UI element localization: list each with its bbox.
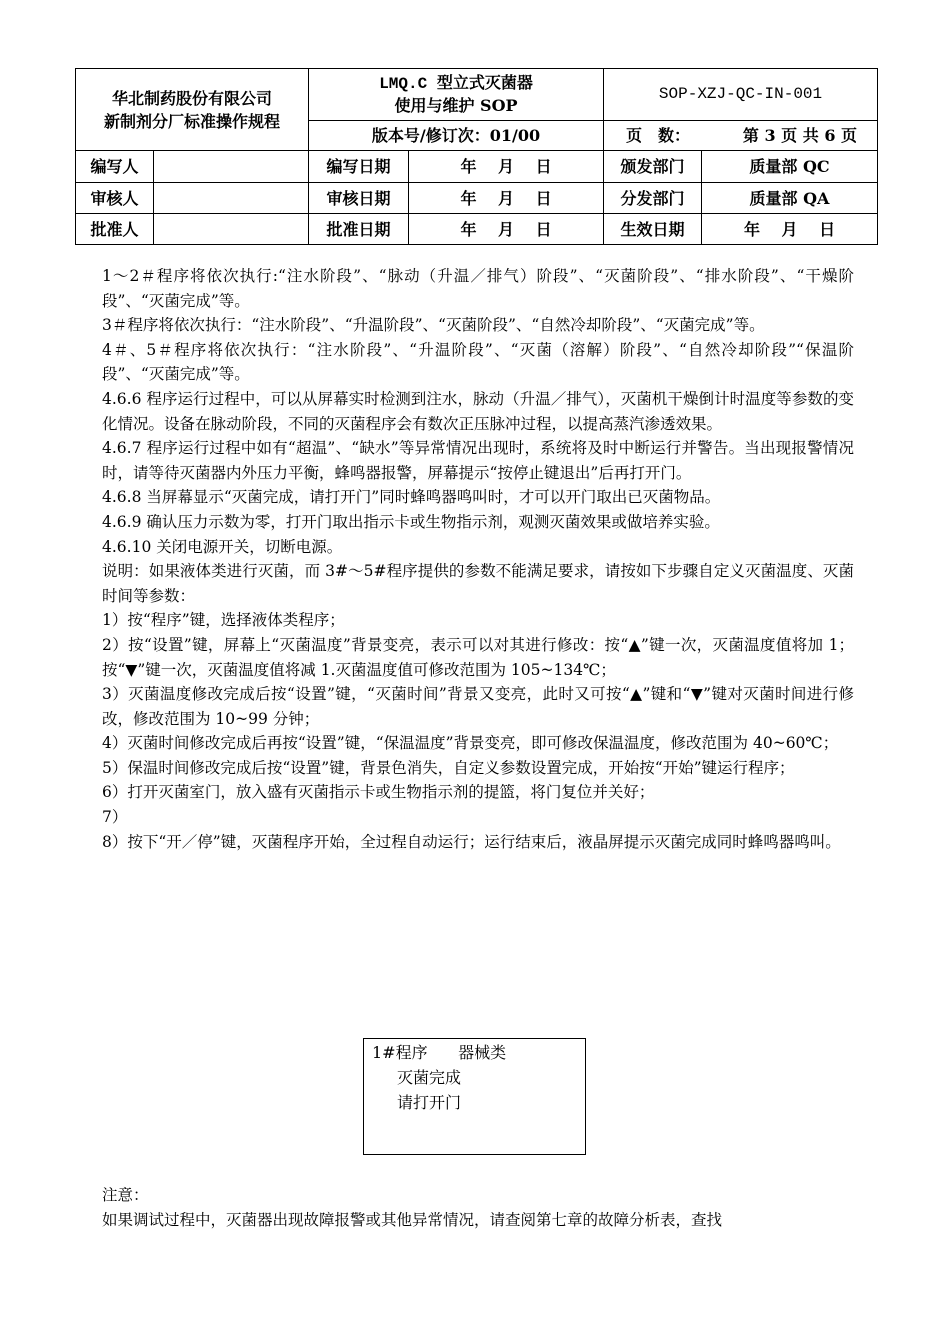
header-row-author — [76, 151, 878, 183]
document-title-line-1: LMQ.C 型立式灭菌器 — [379, 74, 533, 93]
paragraph: 5）保温时间修改完成后按“设置”键，背景色消失，自定义参数设置完成，开始按“开始”键运行程序； — [102, 758, 795, 777]
screen-line-2: 灭菌完成 — [397, 1068, 462, 1087]
company-line-1: 华北制药股份有限公司 — [112, 88, 273, 108]
paragraph: 1～2＃程序将依次执行:“注水阶段”、“脉动（升温／排气）阶段”、“灭菌阶段”、“排水阶段”、“干燥阶段”、“灭菌完成”等。 — [102, 267, 854, 310]
paragraph: 4.6.10 关闭电源开关，切断电源。 — [102, 537, 343, 556]
version-label: 版本号/修订次：01/00 — [309, 121, 604, 151]
dept-label: 生效日期 — [604, 214, 702, 245]
paragraph: 4.6.6 程序运行过程中，可以从屏幕实时检测到注水，脉动（升温／排气），灭菌机干燥倒计时温度等参数的变化情况。设备在脉动阶段，不同的灭菌程序会有数次正压脉冲过程，以提高蒸汽渗透效果。 — [102, 389, 854, 433]
date-label: 审核日期 — [309, 183, 409, 214]
screen-category: 器械类 — [458, 1043, 507, 1062]
paragraph: 4.6.8 当屏幕显示“灭菌完成，请打开门”同时蜂鸣器鸣叫时，才可以开门取出已灭菌物品。 — [102, 488, 721, 507]
paragraph: 7） — [102, 808, 128, 827]
body-text — [102, 264, 854, 854]
paragraph: 1）按“程序”键，选择液体类程序； — [102, 611, 345, 630]
paragraph: 3）灭菌温度修改完成后按“设置”键，“灭菌时间”背景又变亮，此时又可按“▲”键和“▼”键对灭菌时间进行修改，修改范围为 10~99 分钟； — [102, 685, 854, 728]
paragraph: 4.6.7 程序运行过程中如有“超温”、“缺水”等异常情况出现时，系统将及时中断运行并警告。当出现报警情况时，请等待灭菌器内外压力平衡，蜂鸣器报警，屏幕提示“按停止键退出”后再打开门。 — [102, 439, 854, 482]
date-label: 批准日期 — [309, 214, 409, 245]
dept-value: 质量部 QC — [702, 151, 878, 183]
dept-label: 颁发部门 — [604, 151, 702, 183]
screen-line-3: 请打开门 — [397, 1093, 462, 1112]
screen-row-1 — [372, 1040, 585, 1065]
paragraph: 6）打开灭菌室门，放入盛有灭菌指示卡或生物指示剂的提篮，将门复位并关好； — [102, 783, 655, 802]
date-label: 编写日期 — [309, 151, 409, 183]
company-name — [76, 69, 309, 151]
paragraph: 3＃程序将依次执行：“注水阶段”、“升温阶段”、“灭菌阶段”、“自然冷却阶段”、“灭菌完成”等。 — [102, 316, 765, 335]
dept-value: 质量部 QA — [702, 183, 878, 214]
date-value: 年 月 日 — [409, 151, 604, 183]
role-value — [154, 151, 309, 183]
role-value — [154, 214, 309, 245]
screen-display-box — [363, 1038, 586, 1155]
pages-label: 页 数： — [626, 126, 691, 145]
company-line-2: 新制剂分厂标准操作规程 — [104, 111, 281, 131]
date-value: 年 月 日 — [409, 183, 604, 214]
role-label: 批准人 — [76, 214, 154, 245]
header-row-approver — [76, 214, 878, 245]
role-label: 编写人 — [76, 151, 154, 183]
paragraph: 2）按“设置”键，屏幕上“灭菌温度”背景变亮，表示可以对其进行修改：按“▲”键一次，灭菌温度值将加 1；按“▼”键一次，灭菌温度值将减 1.灭菌温度值可修改范围为 105~134℃； — [102, 635, 854, 679]
document-title — [309, 69, 604, 121]
role-label: 审核人 — [76, 183, 154, 214]
pages-value: 第 3 页 共 6 页 — [742, 126, 858, 145]
document-code: SOP-XZJ-QC-IN-001 — [604, 69, 878, 121]
paragraph: 说明：如果液体类进行灭菌，而 3#～5#程序提供的参数不能满足要求，请按如下步骤自定义灭菌温度、灭菌时间等参数： — [102, 562, 854, 605]
paragraph: 4＃、5＃程序将依次执行：“注水阶段”、“升温阶段”、“灭菌（溶解）阶段”、“自然冷却阶段”“保温阶段”、“灭菌完成”等。 — [102, 340, 854, 384]
role-value — [154, 183, 309, 214]
notes-heading: 注意： — [102, 1186, 149, 1204]
paragraph: 4.6.9 确认压力示数为零，打开门取出指示卡或生物指示剂，观测灭菌效果或做培养实验。 — [102, 512, 720, 531]
notes-section — [102, 1183, 854, 1232]
screen-program: 1#程序 — [372, 1043, 428, 1062]
page-count — [604, 121, 878, 151]
header-row-reviewer — [76, 183, 878, 214]
dept-value: 年 月 日 — [702, 214, 878, 245]
date-value: 年 月 日 — [409, 214, 604, 245]
paragraph: 8）按下“开／停”键，灭菌程序开始，全过程自动运行；运行结束后，液晶屏提示灭菌完成同时蜂鸣器鸣叫。 — [102, 832, 841, 851]
dept-label: 分发部门 — [604, 183, 702, 214]
notes-text: 如果调试过程中，灭菌器出现故障报警或其他异常情况，请查阅第七章的故障分析表，查找 — [102, 1210, 723, 1229]
document-title-line-2: 使用与维护 SOP — [394, 95, 518, 115]
document-header-table — [75, 68, 878, 245]
paragraph: 4）灭菌时间修改完成后再按“设置”键，“保温温度”背景变亮，即可修改保温温度，修改范围为 40~60℃； — [102, 734, 839, 753]
